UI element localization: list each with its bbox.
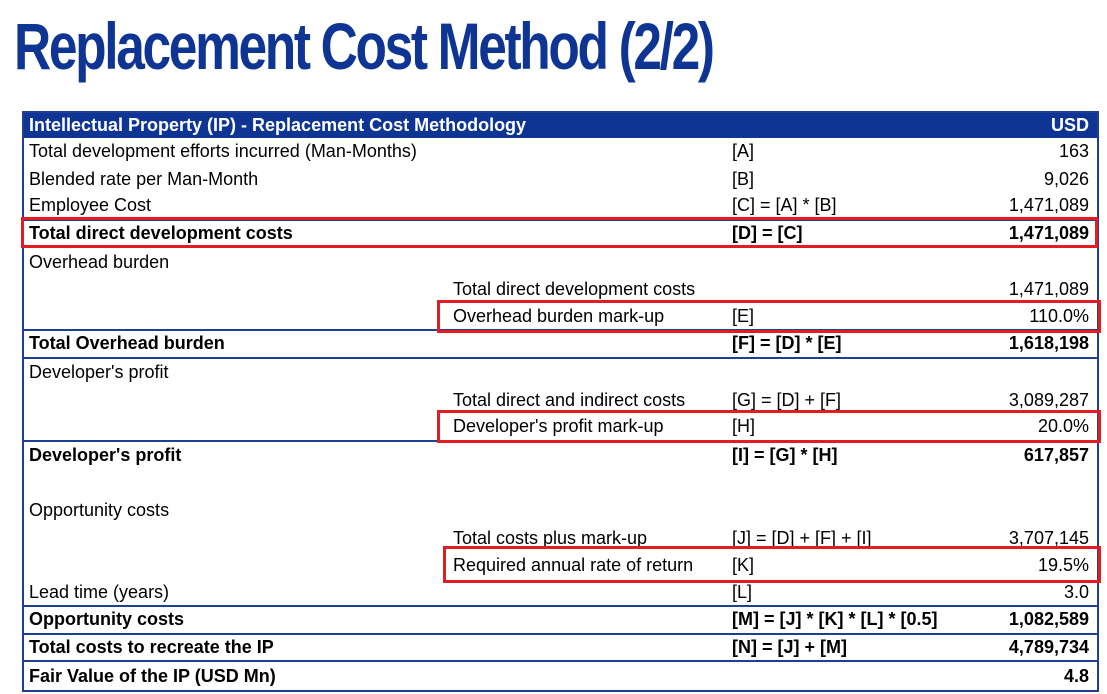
row-formula: [H] xyxy=(732,416,756,437)
row-formula: [A] xyxy=(732,141,755,162)
table-header-currency: USD xyxy=(1050,115,1089,135)
row-formula: [E] xyxy=(732,305,755,326)
row-sublabel: Total direct and indirect costs xyxy=(453,389,686,410)
row-label: Total development efforts incurred (Man-Months) xyxy=(29,141,417,162)
row-value: 3.0 xyxy=(1063,581,1089,602)
row-formula: [L] xyxy=(732,581,753,602)
page-title: Replacement Cost Method (2/2) xyxy=(14,9,713,83)
row-label: Opportunity costs xyxy=(29,500,170,521)
table-row xyxy=(24,552,1097,580)
table-row xyxy=(24,193,1097,221)
row-sublabel: Developer's profit mark-up xyxy=(453,416,664,437)
row-value: 1,082,589 xyxy=(1008,609,1089,630)
row-value: 20.0% xyxy=(1037,416,1089,437)
table-row xyxy=(24,276,1097,304)
row-value: 1,471,089 xyxy=(1008,223,1089,244)
row-label: Total costs to recreate the IP xyxy=(29,636,274,657)
row-label: Lead time (years) xyxy=(29,581,170,602)
row-label: Fair Value of the IP (USD Mn) xyxy=(29,665,276,686)
row-formula: [M] = [J] * [K] * [L] * [0.5] xyxy=(732,609,938,630)
table-row xyxy=(24,414,1097,442)
total-row xyxy=(24,635,1097,663)
row-formula: [N] = [J] + [M] xyxy=(732,636,847,657)
row-formula: [I] = [G] * [H] xyxy=(732,444,838,465)
table-row xyxy=(24,524,1097,552)
row-value: 3,089,287 xyxy=(1008,389,1089,410)
row-value: 3,707,145 xyxy=(1008,527,1089,548)
row-formula: [K] xyxy=(732,555,755,576)
row-label: Employee Cost xyxy=(29,195,152,216)
row-value: 4.8 xyxy=(1063,665,1089,686)
row-formula: [D] = [C] xyxy=(732,223,803,244)
valuation-table xyxy=(22,111,1099,692)
row-value: 617,857 xyxy=(1023,444,1089,465)
table-row xyxy=(24,138,1097,166)
row-formula: [G] = [D] + [F] xyxy=(732,389,842,410)
table-row xyxy=(24,304,1097,332)
row-sublabel: Total costs plus mark-up xyxy=(453,527,648,548)
total-row xyxy=(24,607,1097,635)
row-formula: [B] xyxy=(732,168,755,189)
row-value: 4,789,734 xyxy=(1008,636,1089,657)
total-row xyxy=(24,442,1097,470)
row-value: 110.0% xyxy=(1029,305,1089,326)
row-label: Developer's profit xyxy=(29,444,182,465)
row-value: 163 xyxy=(1058,141,1089,162)
table-header-title: Intellectual Property (IP) - Replacement Cost Methodology xyxy=(29,115,527,135)
section-row xyxy=(24,497,1097,525)
total-row xyxy=(24,662,1097,690)
row-formula: [F] = [D] * [E] xyxy=(732,333,842,354)
row-value: 1,471,089 xyxy=(1008,279,1089,300)
table-row xyxy=(24,166,1097,194)
row-formula: [C] = [A] * [B] xyxy=(732,195,837,216)
row-sublabel: Overhead burden mark-up xyxy=(453,305,665,326)
row-label: Opportunity costs xyxy=(29,609,185,630)
row-sublabel: Total direct development costs xyxy=(453,279,696,300)
row-formula: [J] = [D] + [F] + [I] xyxy=(732,527,872,548)
row-label: Blended rate per Man-Month xyxy=(29,168,259,189)
row-value: 9,026 xyxy=(1043,168,1089,189)
row-value: 1,618,198 xyxy=(1008,333,1089,354)
row-value: 19.5% xyxy=(1037,555,1089,576)
section-row xyxy=(24,359,1097,387)
spacer-row xyxy=(24,469,1097,497)
table-row xyxy=(24,386,1097,414)
row-label: Developer's profit xyxy=(29,362,169,383)
row-sublabel: Required annual rate of return xyxy=(453,555,694,576)
row-label: Total Overhead burden xyxy=(29,333,225,354)
table-row xyxy=(24,580,1097,608)
row-label: Overhead burden xyxy=(29,251,170,272)
section-row xyxy=(24,248,1097,276)
row-label: Total direct development costs xyxy=(29,223,293,244)
total-row xyxy=(24,331,1097,359)
row-value: 1,471,089 xyxy=(1008,195,1089,216)
table-header xyxy=(24,113,1097,138)
total-row xyxy=(24,221,1097,249)
